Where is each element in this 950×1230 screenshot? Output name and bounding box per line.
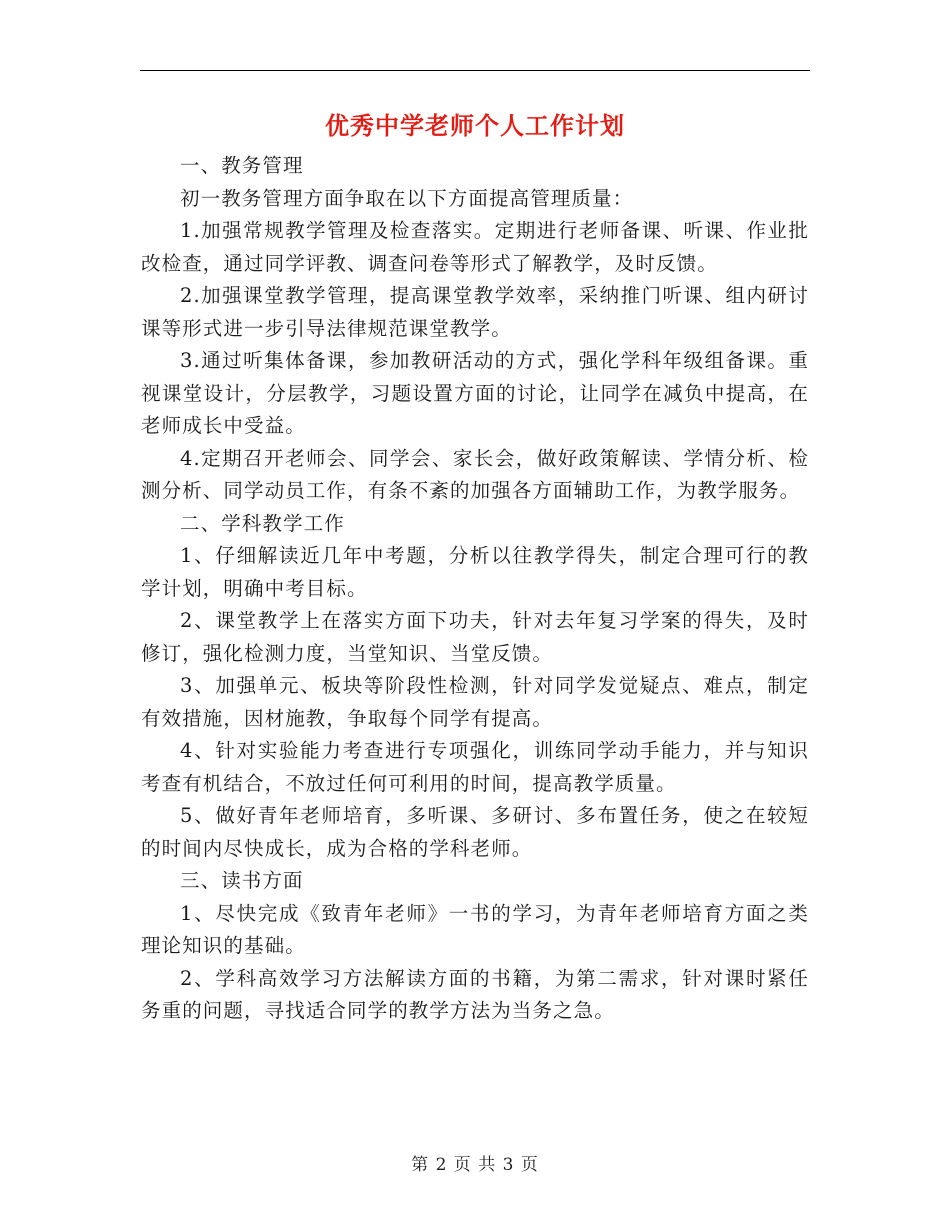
page-number: 第 2 页 共 3 页	[411, 1155, 539, 1175]
paragraph: 2.加强课堂教学管理，提高课堂教学效率，采纳推门听课、组内研讨课等形式进一步引导法律规范课堂教学。	[141, 284, 809, 340]
paragraph: 4、针对实验能力考查进行专项强化，训练同学动手能力，并与知识考查有机结合，不放过任何可利用的时间，提高教学质量。	[141, 739, 809, 795]
paragraph: 2、学科高效学习方法解读方面的书籍，为第二需求，针对课时紧任务重的问题，寻找适合同学的教学方法为当务之急。	[141, 966, 809, 1022]
paragraph: 1、仔细解读近几年中考题，分析以往教学得失，制定合理可行的教学计划，明确中考目标。	[141, 544, 809, 600]
paragraph: 3、加强单元、板块等阶段性检测，针对同学发觉疑点、难点，制定有效措施，因材施教，争取每个同学有提高。	[141, 674, 809, 730]
paragraph: 1.加强常规教学管理及检查落实。定期进行老师备课、听课、作业批改检查，通过同学评教、调查问卷等形式了解教学，及时反馈。	[141, 219, 809, 275]
paragraph: 初一教务管理方面争取在以下方面提高管理质量：	[180, 186, 634, 210]
document-title: 优秀中学老师个人工作计划	[325, 111, 625, 140]
header-rule	[140, 70, 810, 71]
section-heading-1: 一、教务管理	[180, 154, 304, 177]
document-body	[141, 150, 809, 1028]
paragraph: 1、尽快完成《致青年老师》一书的学习，为青年老师培育方面之类理论知识的基础。	[141, 901, 809, 957]
paragraph: 3.通过听集体备课，参加教研活动的方式，强化学科年级组备课。重视课堂设计，分层教学，习题设置方面的讨论，让同学在减负中提高，在老师成长中受益。	[141, 349, 809, 437]
section-heading-2: 二、学科教学工作	[180, 511, 345, 535]
paragraph: 2、课堂教学上在落实方面下功夫，针对去年复习学案的得失，及时修订，强化检测力度，当堂知识、当堂反馈。	[141, 609, 809, 665]
paragraph: 5、做好青年老师培育，多听课、多研讨、多布置任务，使之在较短的时间内尽快成长，成为合格的学科老师。	[141, 804, 809, 860]
paragraph: 4.定期召开老师会、同学会、家长会，做好政策解读、学情分析、检测分析、同学动员工作，有条不紊的加强各方面辅助工作，为教学服务。	[141, 446, 809, 502]
section-heading-3: 三、读书方面	[180, 869, 304, 892]
